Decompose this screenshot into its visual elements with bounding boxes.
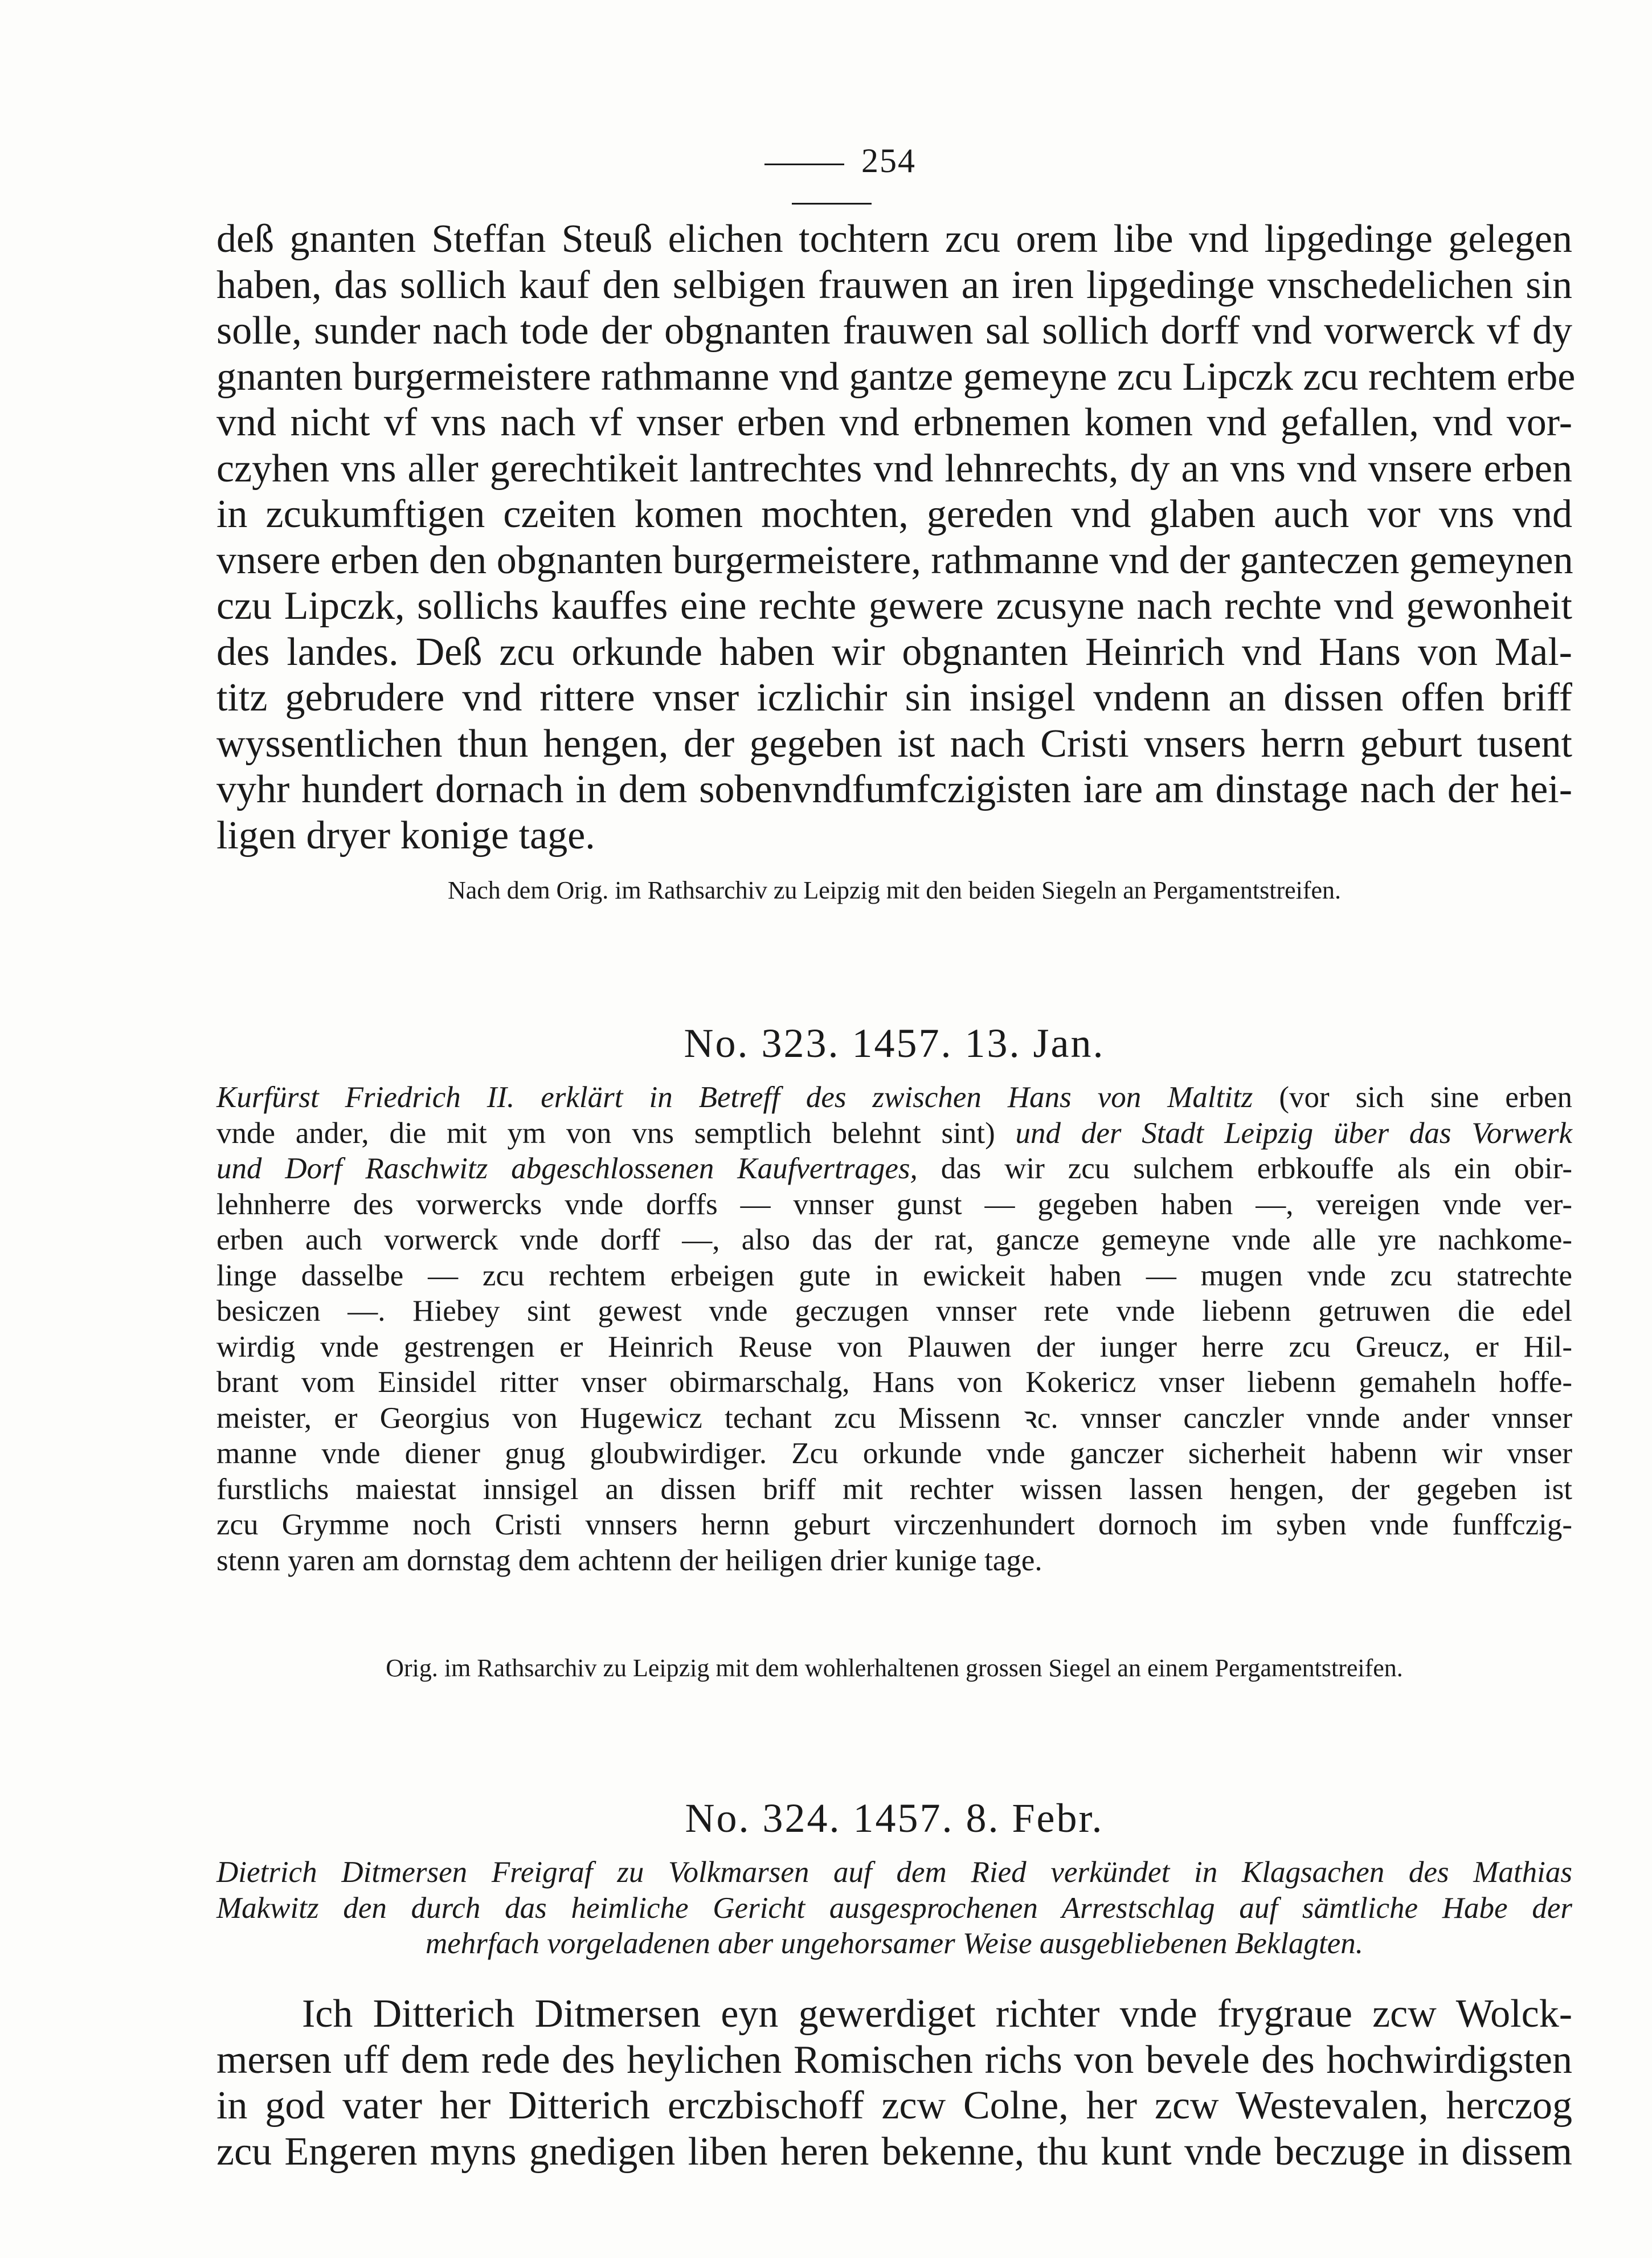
doc-323-body-line — [216, 1329, 1572, 1365]
doc-323-body-line — [216, 1187, 1572, 1223]
roman-segment: brant vom Einsidel ritter vnser obirmarschalg, Hans von Kokericz vnser liebenn gemaheln hoffe- — [216, 1366, 1572, 1399]
roman-segment: meister, er Georgius von Hugewicz techant zcu Missenn ꝛc. vnnser canczler vnnde ander vnnser — [216, 1401, 1572, 1435]
roman-segment: (vor sich sine erben — [1253, 1081, 1572, 1114]
italic-segment: Kurfürst Friedrich II. erklärt in Betreff des zwischen Hans von Maltitz — [216, 1081, 1253, 1114]
roman-segment: linge dasselbe — zcu rechtem erbeigen gute in ewickeit haben — mugen vnde zcu statrechte — [216, 1259, 1572, 1292]
doc-324-text-line: in god vater her Ditterich erczbischoff zcw Colne, her zcw Westevalen, herczog — [216, 2084, 1572, 2128]
doc-323-body-line — [216, 1151, 1572, 1187]
doc-324-regest — [216, 1855, 1572, 1962]
roman-segment: erben auch vorwerck vnde dorff —, also das der rat, gancze gemeyne vnde alle yre nachkome- — [216, 1223, 1572, 1256]
doc-323-body-line — [216, 1080, 1572, 1116]
page-number-dash-left — [764, 164, 844, 165]
doc-323-body-line — [216, 1365, 1572, 1400]
continuation-line: czyhen vns aller gerechtikeit lantrechtes vnd lehnrechts, dy an vns vnd vnsere erben — [216, 446, 1572, 491]
doc-323-heading: No. 323. 1457. 13. Jan. — [684, 1020, 1105, 1066]
continuation-line: wyssentlichen thun hengen, der gegeben ist nach Cristi vnsers herrn geburt tusent — [216, 721, 1572, 766]
continuation-line: vnd nicht vf vns nach vf vnser erben vnd erbnemen komen vnd gefallen, vnd vor- — [216, 401, 1572, 444]
page-number-dash-right — [792, 203, 872, 205]
continuation-line: haben, das sollich kauf den selbigen frauwen an iren lipgedinge vnschedelichen sin — [216, 263, 1572, 307]
continuation-line: czu Lipczk, sollichs kauffes eine rechte gewere zcusyne nach rechte vnd gewonheit — [216, 584, 1572, 628]
doc-323-body-line — [216, 1507, 1572, 1543]
doc-323-body-line — [216, 1293, 1572, 1329]
continuation-line: des landes. Deß zcu orkunde haben wir obgnanten Heinrich vnd Hans von Mal- — [216, 630, 1572, 674]
doc-324-heading: No. 324. 1457. 8. Febr. — [685, 1795, 1104, 1841]
doc-323-body-line — [216, 1472, 1572, 1508]
page-number-text: 254 — [861, 142, 916, 179]
doc-323-body-line — [216, 1116, 1572, 1152]
doc-324-regest-line: Dietrich Ditmersen Freigraf zu Volkmarsen auf dem Ried verkündet in Klagsachen des Mathias — [216, 1856, 1572, 1889]
continuation-line: ligen dryer konige tage. — [216, 813, 595, 858]
doc-323-body-line — [216, 1258, 1572, 1294]
continuation-line: titz gebrudere vnd rittere vnser iczlichir sin insigel vndenn an dissen offen briff — [216, 676, 1572, 720]
roman-segment: vnde ander, die mit ym von vns semptlich belehnt sint) — [216, 1116, 1016, 1150]
doc-324-text-line: Ich Ditterich Ditmersen eyn gewerdiget richter vnde frygraue zcw Wolck- — [302, 1992, 1572, 2036]
continuation-line: vyhr hundert dornach in dem sobenvndfumfczigisten iare am dinstage nach der hei- — [216, 767, 1572, 811]
roman-segment: zcu Grymme noch Cristi vnnsers hernn geburt virczenhundert dornoch im syben vnde funffczig- — [216, 1508, 1572, 1541]
continuation-line: solle, sunder nach tode der obgnanten frauwen sal sollich dorff vnd vorwerck vf dy — [216, 309, 1572, 353]
doc-324-regest-line: mehrfach vorgeladenen aber ungehorsamer Weise ausgebliebenen Beklagten. — [425, 1927, 1363, 1960]
doc-324-text-line: mersen uff dem rede des heylichen Romischen richs von bevele des hochwirdigsten — [216, 2037, 1572, 2082]
continuation-line: deß gnanten Steffan Steuß elichen tochtern zcu orem libe vnd lipgedinge gelegen — [216, 217, 1572, 261]
doc-324-text — [216, 1991, 1572, 2175]
roman-segment: furstlichs maiestat innsigel an dissen briff mit rechter wissen lassen hengen, der gegeben ist — [216, 1472, 1572, 1506]
doc-323-source-note: Orig. im Rathsarchiv zu Leipzig mit dem wohlerhaltenen grossen Siegel an einem Pergamentstreifen. — [386, 1654, 1403, 1682]
roman-segment: lehnherre des vorwercks vnde dorffs — vnnser gunst — gegeben haben —, vereigen vnde ver- — [216, 1187, 1572, 1221]
doc-323-body-line — [216, 1222, 1572, 1258]
roman-segment: manne vnde diener gnug gloubwirdiger. Zcu orkunde vnde ganczer sicherheit habenn wir vnser — [216, 1437, 1572, 1470]
continuation-line: in zcukumftigen czeiten komen mochten, gereden vnd glaben auch vor vns vnd — [216, 492, 1572, 536]
doc-323-body-line — [216, 1436, 1572, 1472]
continuation-line: gnanten burgermeistere rathmanne vnd gantze gemeyne zcu Lipczk zcu rechtem erbe — [216, 354, 1576, 399]
doc-323-body — [216, 1080, 1572, 1578]
doc-323-body-line — [216, 1400, 1572, 1436]
doc-324-regest-line: Makwitz den durch das heimliche Gericht ausgesprochenen Arrestschlag auf sämtliche Habe der — [216, 1891, 1572, 1925]
doc-324-text-line: zcu Engeren myns gnedigen liben heren bekenne, thu kunt vnde beczuge in dissem — [216, 2129, 1572, 2174]
doc-323-body-line — [216, 1543, 1572, 1579]
roman-segment: stenn yaren am dornstag dem achtenn der heiligen drier kunige tage. — [216, 1544, 1042, 1577]
roman-segment: wirdig vnde gestrengen er Heinrich Reuse von Plauwen der iunger herre zcu Greucz, er Hil- — [216, 1330, 1572, 1363]
page-number — [723, 141, 940, 220]
italic-segment: und Dorf Raschwitz abgeschlossenen Kaufvertrages, — [216, 1152, 918, 1185]
source-note-1: Nach dem Orig. im Rathsarchiv zu Leipzig mit den beiden Siegeln an Pergamentstreifen. — [447, 876, 1342, 904]
continuation-line: vnsere erben den obgnanten burgermeistere, rathmanne vnd der ganteczen gemeynen — [216, 538, 1573, 582]
roman-segment: besiczen —. Hiebey sint gewest vnde geczugen vnnser rete vnde liebenn getruwen die edel — [216, 1295, 1572, 1328]
italic-segment: und der Stadt Leipzig über das Vorwerk — [1015, 1116, 1572, 1150]
roman-segment: das wir zcu sulchem erbkouffe als ein obir- — [917, 1152, 1572, 1185]
continuation-text — [216, 217, 1576, 859]
